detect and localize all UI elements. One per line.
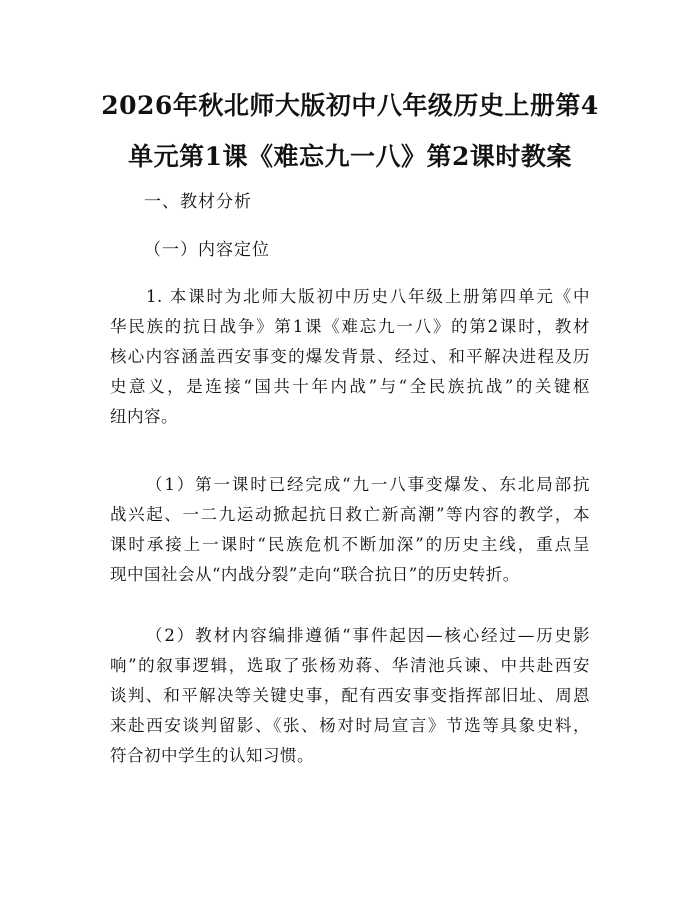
paragraph-line: 谈判、和平解决等关键史事，配有西安事变指挥部旧址、周恩 (110, 686, 590, 705)
subsection-heading: （一）内容定位 (144, 240, 270, 260)
paragraph-line: 纽内容。 (110, 407, 178, 426)
paragraph-1 (110, 282, 590, 432)
paragraph-line: 核心内容涵盖西安事变的爆发背景、经过、和平解决进程及历 (110, 347, 590, 366)
title-line-1: 2026年秋北师大版初中八年级历史上册第4 (101, 91, 599, 120)
paragraph-line: 史意义，是连接“国共十年内战”与“全民族抗战”的关键枢 (110, 377, 590, 396)
title-line-2: 单元第1课《难忘九一八》第2课时教案 (128, 142, 572, 171)
paragraph-line: 战兴起、一二九运动掀起抗日救亡新高潮”等内容的教学，本 (110, 505, 590, 524)
paragraph-line: 华民族的抗日战争》第1课《难忘九一八》的第2课时，教材 (110, 317, 590, 336)
paragraph-line: 现中国社会从“内战分裂”走向“联合抗日”的历史转折。 (110, 565, 520, 584)
paragraph-line: 1. 本课时为北师大版初中历史八年级上册第四单元《中 (146, 287, 590, 306)
paragraph-line: 课时承接上一课时“民族危机不断加深”的历史主线，重点呈 (110, 535, 590, 554)
paragraph-line: （2）教材内容编排遵循“事件起因—核心经过—历史影 (146, 626, 590, 645)
paragraph-line: （1）第一课时已经完成“九一八事变爆发、东北局部抗 (146, 475, 590, 494)
paragraph-line: 符合初中学生的认知习惯。 (110, 746, 314, 765)
paragraph-2 (110, 470, 590, 590)
paragraph-3 (110, 621, 590, 771)
document-title (84, 80, 616, 182)
section-heading: 一、教材分析 (144, 192, 252, 212)
paragraph-line: 响”的叙事逻辑，选取了张杨劝蒋、华清池兵谏、中共赴西安 (110, 656, 590, 675)
paragraph-line: 来赴西安谈判留影、《张、杨对时局宣言》节选等具象史料， (110, 716, 590, 735)
